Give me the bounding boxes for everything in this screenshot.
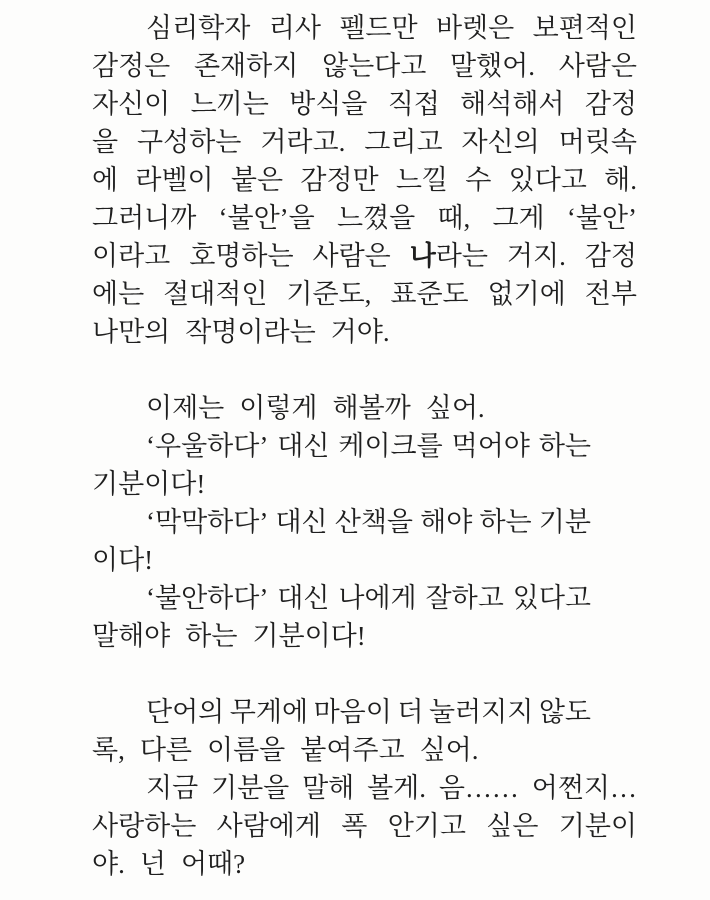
text-line — [92, 617, 637, 655]
word: ‘불안하다’ — [146, 583, 269, 613]
word: 하는 — [479, 507, 532, 537]
word: 사람은 — [312, 241, 391, 271]
word: 감정은 — [92, 51, 171, 81]
word: 사람에게 — [216, 811, 321, 841]
word: 거라고. — [260, 127, 346, 157]
word: 바렛은 — [435, 13, 515, 43]
word: 붙여주고 — [300, 735, 405, 765]
word: 감정 — [584, 241, 637, 271]
word: 자신이 — [92, 89, 171, 119]
word: 기분이다! — [252, 621, 366, 651]
word: 나에게 — [338, 583, 417, 613]
word: 펠드만 — [339, 13, 418, 43]
word: 심리학자 — [146, 13, 251, 43]
word: 느꼈을 — [336, 203, 416, 233]
word: 마음이 — [313, 697, 392, 727]
text-line — [92, 161, 637, 199]
text-line — [92, 313, 637, 351]
word: 기분이 — [558, 811, 637, 841]
word: 말해 — [302, 773, 355, 803]
word: 호명하는 — [189, 241, 294, 271]
word: 느끼는 — [190, 89, 269, 119]
word: 기분 — [538, 507, 591, 537]
text-line — [92, 845, 637, 883]
word: 싶은 — [486, 811, 539, 841]
word: 먹어야 — [451, 431, 530, 461]
word: 없기에 — [487, 279, 566, 309]
word: 기준도, — [286, 279, 372, 309]
word: 싶어. — [419, 735, 479, 765]
word: 수 — [465, 165, 492, 195]
word: 해. — [604, 165, 637, 195]
word: 하는 — [538, 431, 591, 461]
word: ‘막막하다’ — [146, 507, 269, 537]
word: 거야. — [330, 317, 390, 347]
word: 케이크를 — [338, 431, 443, 461]
text-line — [92, 807, 637, 845]
word: 라벨이 — [135, 165, 214, 195]
word: 눌러지지 — [428, 697, 534, 727]
word: 이름을 — [207, 735, 286, 765]
word: 작명이라는 — [185, 317, 316, 347]
word: 머릿속 — [558, 127, 637, 157]
word: 어쩐지… — [531, 773, 637, 803]
word: 자신의 — [461, 127, 540, 157]
text-line — [92, 389, 637, 427]
word: 싶어. — [425, 393, 485, 423]
word: 사랑하는 — [92, 811, 197, 841]
text-line — [92, 123, 637, 161]
word: 그러니까 — [92, 203, 197, 233]
text-line — [92, 503, 591, 541]
word: 지금 — [146, 773, 199, 803]
word: 다른 — [139, 735, 193, 765]
word: 말해야 — [92, 621, 171, 651]
word: 에는 — [92, 279, 145, 309]
word: 나라는 — [409, 241, 488, 271]
word: 잘하고 — [425, 583, 504, 613]
paragraph — [92, 389, 637, 655]
text-line — [92, 731, 637, 769]
word: 방식을 — [289, 89, 368, 119]
word: 대신 — [275, 507, 328, 537]
word: 에 — [92, 165, 119, 195]
word: 무게에 — [229, 697, 309, 727]
text-line — [92, 85, 637, 123]
word: 대신 — [277, 583, 330, 613]
word: 볼게. — [367, 773, 426, 803]
word: 존재하지 — [193, 51, 299, 81]
word: 않도 — [538, 697, 591, 727]
word: 때, — [437, 203, 471, 233]
word: 있다고 — [512, 583, 591, 613]
word: 이렇게 — [239, 393, 318, 423]
text-line — [92, 9, 637, 47]
text-line — [92, 237, 637, 275]
word: 폭 — [341, 811, 368, 841]
word: 않는다고 — [321, 51, 427, 81]
word: 말했어. — [450, 51, 536, 81]
word: 붙은 — [230, 165, 284, 195]
word: 감정 — [584, 89, 637, 119]
word: 을 — [92, 127, 119, 157]
text-line — [92, 465, 637, 503]
text-line — [92, 693, 591, 731]
word: ‘우울하다’ — [146, 431, 269, 461]
word: 안기고 — [387, 811, 466, 841]
word: 산책을 — [334, 507, 414, 537]
word: 해석해서 — [460, 89, 565, 119]
word: ‘불안’을 — [218, 203, 315, 233]
word: 보편적인 — [532, 13, 637, 43]
text-line — [92, 579, 591, 617]
word: 리사 — [268, 13, 321, 43]
word: 이제는 — [146, 393, 225, 423]
text-line — [92, 769, 637, 807]
word: 단어의 — [146, 697, 225, 727]
text-line — [92, 427, 591, 465]
word: 표준도 — [390, 279, 469, 309]
word: 사람은 — [558, 51, 637, 81]
word: 절대적인 — [163, 279, 268, 309]
word: 있다고 — [508, 165, 587, 195]
text-line — [92, 541, 637, 579]
paragraph — [92, 693, 637, 883]
word: 어때? — [180, 849, 246, 879]
word: 대신 — [277, 431, 330, 461]
word: 나만의 — [92, 317, 171, 347]
word: 구성하는 — [137, 127, 242, 157]
word: 더 — [397, 697, 424, 727]
word: 해볼까 — [332, 393, 411, 423]
word: 이다! — [92, 545, 154, 575]
word: 록, — [92, 735, 125, 765]
word: 기분을 — [211, 773, 290, 803]
text-line — [92, 47, 637, 85]
text-line — [92, 199, 637, 237]
word: ‘불안’ — [566, 203, 637, 233]
paragraph — [92, 9, 637, 351]
word: 전부 — [584, 279, 637, 309]
word: 해야 — [420, 507, 473, 537]
word: 직접 — [387, 89, 440, 119]
word: 기분이다! — [92, 469, 206, 499]
word: 하는 — [185, 621, 238, 651]
bold-word: 나 — [409, 241, 436, 271]
word: 이라고 — [92, 241, 171, 271]
word: 그게 — [492, 203, 545, 233]
page-text — [92, 9, 637, 883]
word: 넌 — [139, 849, 166, 879]
word: 야. — [92, 849, 125, 879]
word: 음…… — [438, 773, 519, 803]
text-line — [92, 275, 637, 313]
word: 감정만 — [300, 165, 379, 195]
word: 그리고 — [364, 127, 443, 157]
word: 거지. — [506, 241, 566, 271]
word: 느낄 — [395, 165, 448, 195]
